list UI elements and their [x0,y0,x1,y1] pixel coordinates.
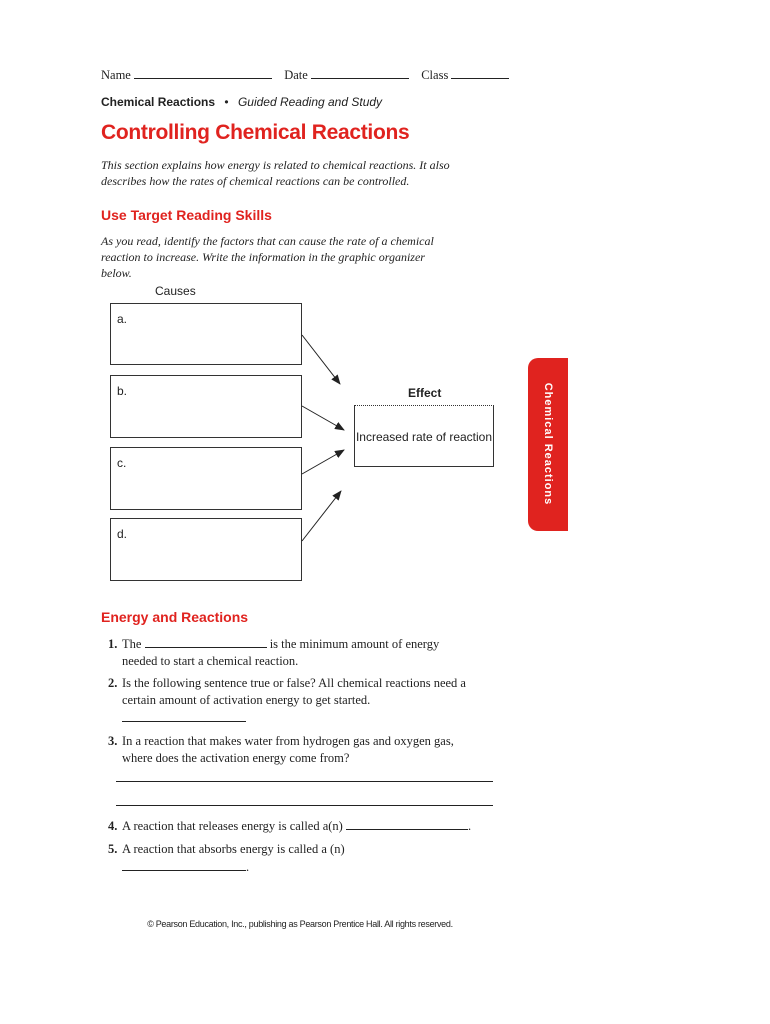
q3-answer-line-1[interactable] [116,781,493,782]
section-heading-energy: Energy and Reactions [101,609,249,625]
q2-answer-field[interactable] [122,721,246,722]
arrow-d [302,491,341,541]
question-1 [108,635,439,670]
bullet: • [224,95,229,109]
section-heading-reading-skills: Use Target Reading Skills [101,207,272,223]
side-tab [528,358,568,531]
arrow-b [302,406,344,430]
q4-answer-field[interactable] [346,817,468,830]
instructions-text: As you read, identify the factors that can cause the rate of a chemical reaction to increase. Write the information in the graphic organizer below. [101,234,434,280]
effect-label: Effect [408,386,442,400]
q1-answer-field[interactable] [145,635,267,648]
q4-number: 4. [108,819,118,833]
q5-period: . [246,860,250,874]
question-5 [108,841,345,876]
q4-text-a: A reaction that releases energy is called a(n) [122,819,343,833]
cause-label-c: c. [117,456,127,470]
q3-text-a: In a reaction that makes water from hydrogen gas and oxygen gas, [122,734,454,748]
q4-period: . [467,819,472,833]
side-tab-text: Chemical Reactions [542,382,554,506]
q1-text-a: The [122,637,142,651]
effect-box [354,405,494,467]
effect-text: Increased rate of reaction [355,430,493,444]
chapter-label: Chemical Reactions [101,95,216,109]
guide-label: Guided Reading and Study [237,95,383,109]
q5-number: 5. [108,842,118,856]
q3-text-b: where does the activation energy come from? [122,751,350,765]
cause-label-b: b. [117,384,128,398]
q1-text-b: is the minimum amount of energy [269,637,440,651]
copyright-footer: © Pearson Education, Inc., publishing as Pearson Prentice Hall. All rights reserved. [147,919,453,929]
q2-text-a: Is the following sentence true or false? All chemical reactions need a [122,676,466,690]
question-2 [108,675,466,709]
arrow-c [302,450,344,474]
q1-text-c: needed to start a chemical reaction. [122,654,299,668]
q3-answer-line-2[interactable] [116,805,493,806]
q5-answer-field[interactable] [122,858,246,871]
name-label: Name [101,68,131,82]
cause-label-a: a. [117,312,128,326]
intro-text: This section explains how energy is related to chemical reactions. It also describes how the rates of chemical reactions can be controlled. [101,158,450,188]
causes-label: Causes [155,284,196,298]
cause-label-d: d. [117,527,128,541]
q3-number: 3. [108,734,118,748]
question-3 [108,733,454,767]
q2-number: 2. [108,676,118,690]
date-label: Date [284,68,308,82]
arrow-a [302,335,340,384]
q5-text-a: A reaction that absorbs energy is called a (n) [122,842,345,856]
q1-number: 1. [108,637,118,651]
class-label: Class [421,68,449,82]
q2-text-b: certain amount of activation energy to get started. [122,693,371,707]
page-title: Controlling Chemical Reactions [101,121,410,144]
question-4 [108,817,471,835]
